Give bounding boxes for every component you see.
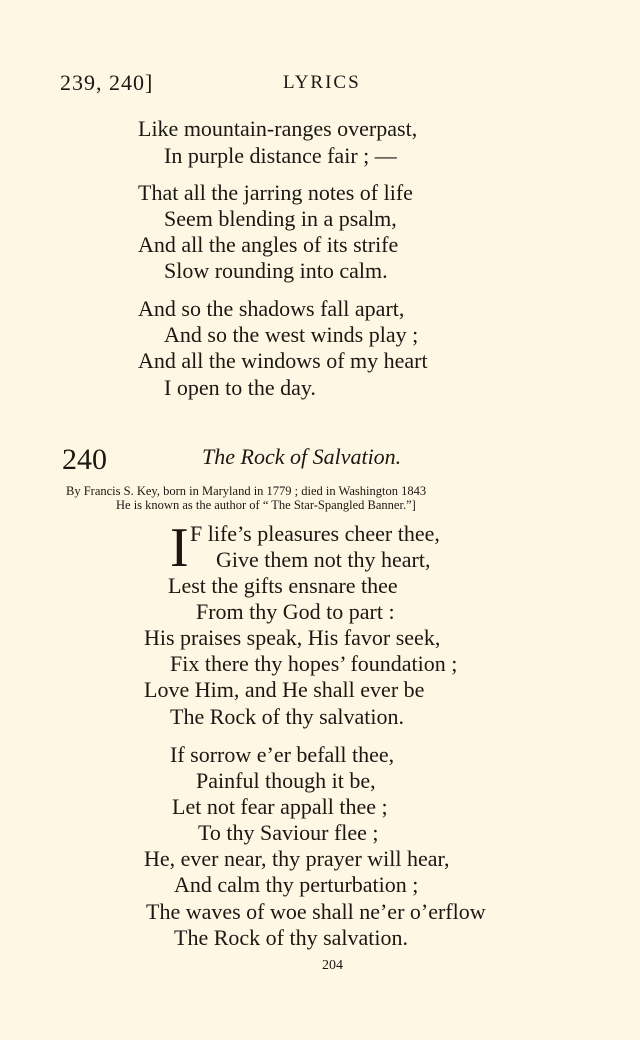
- hymn-attribution: By Francis S. Key, born in Maryland in 1779 ; died in Washington 1843: [66, 484, 427, 498]
- drop-cap: I: [170, 517, 189, 579]
- running-head-section-title: LYRICS: [283, 72, 361, 93]
- verse-line: And calm thy perturbation ;: [174, 872, 419, 897]
- verse-line: Painful though it be,: [196, 768, 376, 793]
- verse-line: F life’s pleasures cheer thee,: [190, 521, 440, 546]
- verse-line: And so the shadows fall apart,: [138, 296, 405, 321]
- hymn-title: The Rock of Salvation.: [202, 444, 402, 469]
- verse-line: The Rock of thy salvation.: [174, 925, 409, 950]
- verse-line: To thy Saviour flee ;: [198, 820, 379, 845]
- verse-line: Let not fear appall thee ;: [172, 794, 388, 819]
- verse-line: If sorrow e’er befall thee,: [170, 742, 395, 767]
- verse-line: I open to the day.: [164, 375, 316, 400]
- verse-line: His praises speak, His favor seek,: [144, 625, 441, 650]
- verse-line: Give them not thy heart,: [216, 547, 431, 572]
- verse-line: In purple distance fair ; —: [164, 143, 397, 168]
- verse-line: The waves of woe shall ne’er o’erflow: [146, 899, 486, 924]
- verse-line: Love Him, and He shall ever be: [144, 677, 425, 702]
- verse-line: And all the windows of my heart: [138, 348, 428, 373]
- verse-line: Seem blending in a psalm,: [164, 206, 397, 231]
- verse-line: Like mountain-ranges overpast,: [138, 116, 418, 141]
- page-number: 204: [322, 958, 343, 973]
- verse-line: Fix there thy hopes’ foundation ;: [170, 651, 458, 676]
- hymn-attribution-note: He is known as the author of “ The Star-Spangled Banner.”]: [116, 498, 416, 512]
- verse-line: He, ever near, thy prayer will hear,: [144, 846, 450, 871]
- verse-line: That all the jarring notes of life: [138, 180, 413, 205]
- verse-line: The Rock of thy salvation.: [170, 704, 405, 729]
- verse-line: And so the west winds play ;: [164, 322, 419, 347]
- verse-line: And all the angles of its strife: [138, 232, 399, 257]
- verse-line: From thy God to part :: [196, 599, 395, 624]
- verse-line: Slow rounding into calm.: [164, 258, 388, 283]
- verse-line: Lest the gifts ensnare thee: [168, 573, 398, 598]
- running-head-hymn-numbers: 239, 240]: [60, 70, 154, 95]
- hymn-number: 240: [62, 443, 107, 476]
